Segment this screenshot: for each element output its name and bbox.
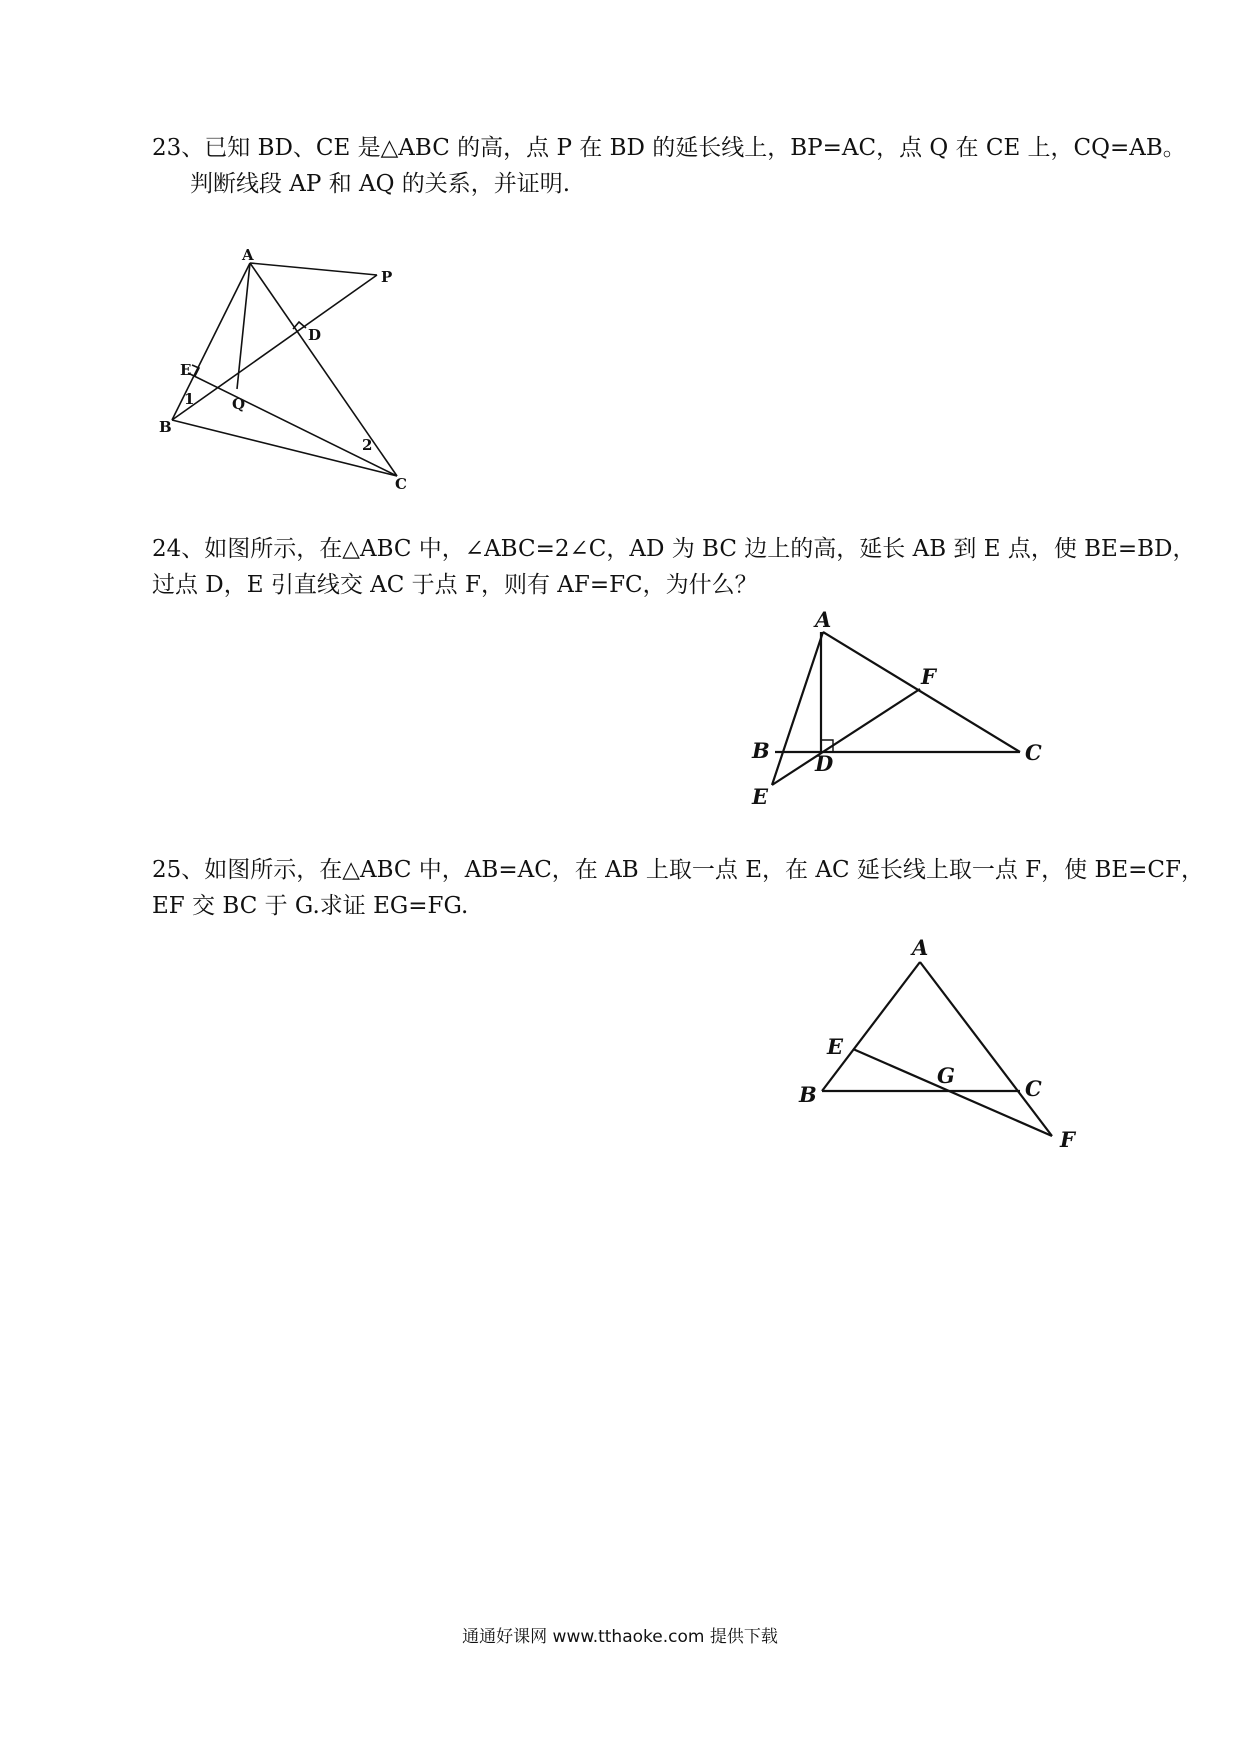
problem-24-text xyxy=(152,531,1195,603)
point-label-e: E xyxy=(752,784,769,809)
point-label-c: C xyxy=(395,475,407,493)
problem-24-line-1: 24、如图所示，在△ABC 中，∠ABC=2∠C，AD 为 BC 边上的高，延长 AB 到 E 点，使 BE=BD， xyxy=(152,536,1196,562)
point-label-q: Q xyxy=(232,395,246,413)
point-label-p: P xyxy=(381,268,393,286)
problem-23-line-1: 23、已知 BD、CE 是△ABC 的高，点 P 在 BD 的延长线上，BP=AC，点 Q 在 CE 上，CQ=AB。 xyxy=(152,135,1186,161)
problem-25-text xyxy=(152,852,1204,924)
angle-label-1: 1 xyxy=(184,390,195,408)
problem-25-line-1: 25、如图所示，在△ABC 中，AB=AC，在 AB 上取一点 E，在 AC 延长线上取一点 F，使 BE=CF， xyxy=(152,857,1204,883)
angle-label-2: 2 xyxy=(362,436,373,454)
footer-text: 通通好课网 www.tthaoke.com 提供下载 xyxy=(462,1627,778,1647)
problem-24-line-2: 过点 D，E 引直线交 AC 于点 F，则有 AF=FC，为什么？ xyxy=(152,572,758,598)
point-label-b: B xyxy=(159,418,172,436)
right-angle-mark-d xyxy=(293,322,306,329)
point-label-a: A xyxy=(242,246,254,264)
problem-23-line-2: 判断线段 AP 和 AQ 的关系，并证明. xyxy=(190,171,571,197)
segment-af xyxy=(920,962,1052,1136)
segment-ef xyxy=(772,689,920,785)
problem-23-figure xyxy=(150,240,410,500)
problem-25-line-2: EF 交 BC 于 G.求证 EG=FG. xyxy=(152,893,469,919)
segment-ap xyxy=(250,263,377,275)
point-label-a: A xyxy=(815,607,832,632)
point-label-e: E xyxy=(180,361,192,379)
point-label-f: F xyxy=(1060,1127,1075,1152)
point-label-a: A xyxy=(912,935,929,960)
problem-24-figure xyxy=(750,605,1060,820)
point-label-g: G xyxy=(937,1063,955,1088)
point-label-d: D xyxy=(308,326,322,344)
segment-ce xyxy=(188,373,397,476)
segment-bp xyxy=(172,275,377,420)
point-label-c: C xyxy=(1025,1076,1042,1101)
problem-25-figure xyxy=(795,925,1095,1170)
segment-ac xyxy=(250,263,397,476)
point-label-e: E xyxy=(827,1034,844,1059)
point-label-b: B xyxy=(799,1082,817,1107)
point-label-c: C xyxy=(1025,740,1042,765)
point-label-d: D xyxy=(815,751,834,776)
point-label-b: B xyxy=(752,738,770,763)
point-label-f: F xyxy=(921,664,936,689)
problem-23-text xyxy=(152,130,1186,202)
